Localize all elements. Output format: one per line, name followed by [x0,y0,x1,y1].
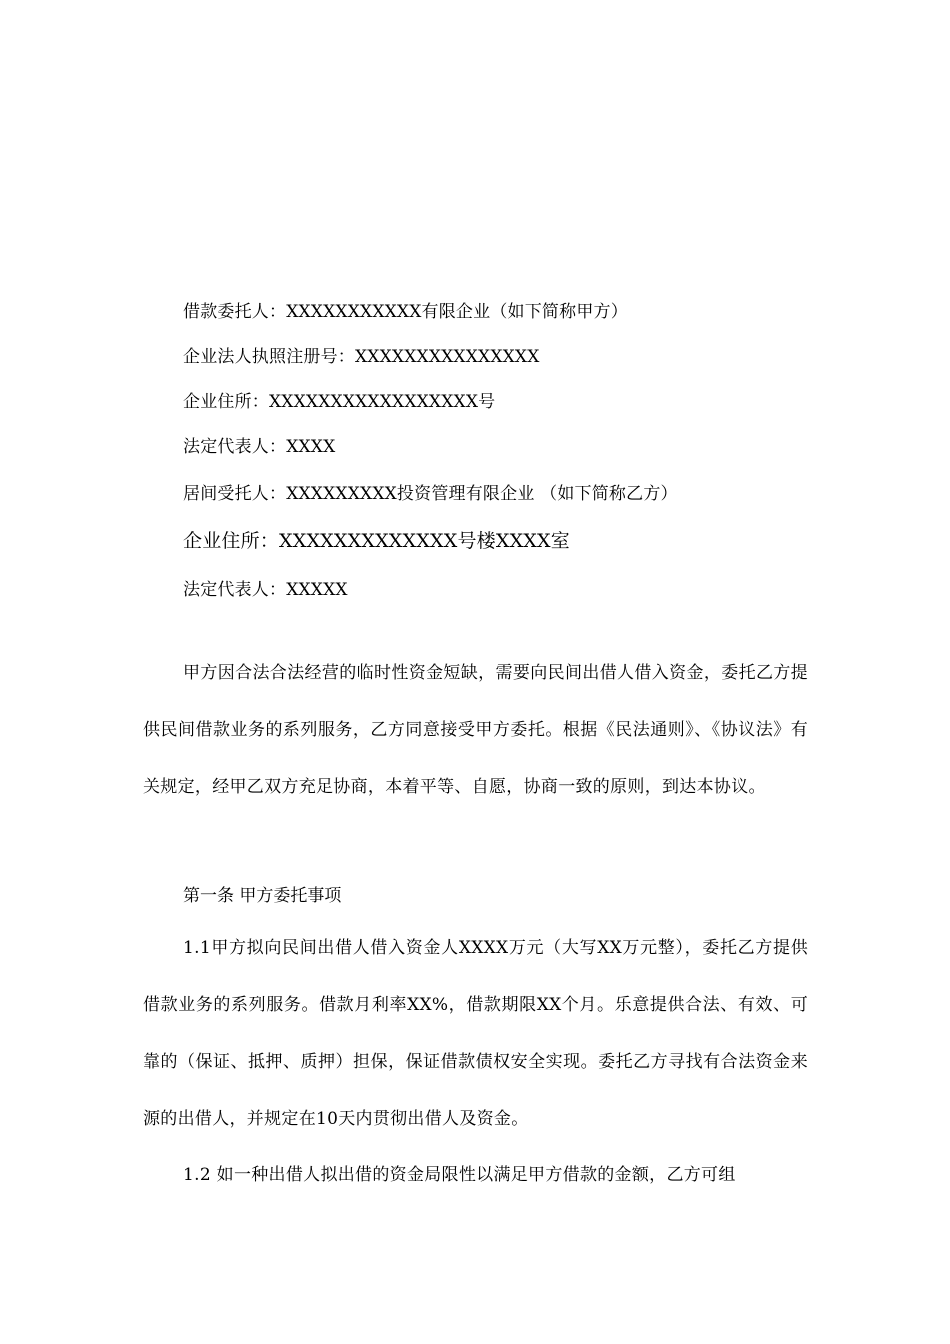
agent-line: 居间受托人：XXXXXXXXX投资管理有限企业 （如下简称乙方） [183,484,678,504]
agent-representative-line: 法定代表人：XXXXX [183,580,348,600]
intro-paragraph: 甲方因合法合法经营的临时性资金短缺，需要向民间出借人借入资金，委托乙方提供民间借款业务的系列服务，乙方同意接受甲方委托。根据《民法通则》、《协议法》有关规定，经甲乙双方充足协商，本着平等、自愿，协商一致的原则，到达本协议。 [143,663,808,797]
clause-1-2: 1.2 如一种出借人拟出借的资金局限性以满足甲方借款的金额，乙方可组 [183,1165,736,1185]
principal-representative-line: 法定代表人：XXXX [183,437,336,457]
agent-address-line: 企业住所：XXXXXXXXXXXXX号楼XXXX室 [183,530,570,552]
principal-line: 借款委托人：XXXXXXXXXXX有限企业（如下简称甲方） [183,302,628,322]
article-1-title: 第一条 甲方委托事项 [183,886,342,906]
principal-address-line: 企业住所：XXXXXXXXXXXXXXXXX号 [183,392,496,412]
clause-1-1: 1.1甲方拟向民间出借人借入资金人XXXX万元（大写XX万元整），委托乙方提供借款业务的系列服务。借款月利率XX%，借款期限XX个月。乐意提供合法、有效、可靠的（保证、抵押、质押）担保，保证借款债权安全实现。委托乙方寻找有合法资金来源的出借人，并规定在10天内贯彻出借人及资金。 [143,938,808,1129]
registration-number-line: 企业法人执照注册号：XXXXXXXXXXXXXXX [183,347,540,367]
